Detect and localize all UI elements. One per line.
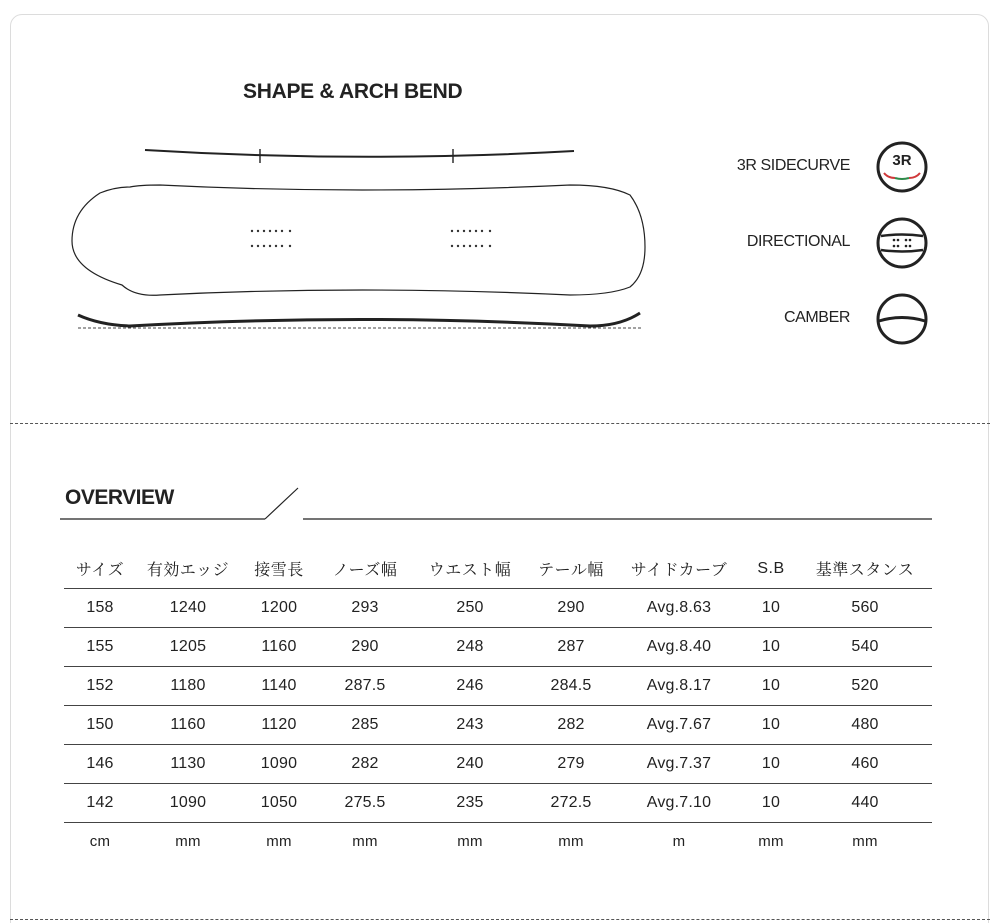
cell-stance: 460 bbox=[798, 744, 932, 783]
arch-line-top bbox=[145, 150, 574, 157]
cell-contact-length: 1050 bbox=[240, 783, 318, 822]
camber-profile bbox=[78, 313, 640, 326]
unit-cell: mm bbox=[852, 833, 878, 851]
table-row bbox=[64, 627, 932, 666]
cell-setback: 10 bbox=[744, 783, 798, 822]
cell-sidecurve: Avg.8.63 bbox=[614, 588, 744, 627]
cell-setback: 10 bbox=[744, 627, 798, 666]
cell-effective-edge: 1130 bbox=[136, 744, 240, 783]
spec-header-row bbox=[64, 550, 932, 588]
cell-effective-edge: 1240 bbox=[136, 588, 240, 627]
board-outline bbox=[72, 185, 645, 295]
cell-setback: 10 bbox=[744, 705, 798, 744]
cell-size: 152 bbox=[64, 666, 136, 705]
cell-waist-width: 248 bbox=[412, 627, 528, 666]
cell-size: 150 bbox=[64, 705, 136, 744]
cell-stance: 440 bbox=[798, 783, 932, 822]
cell-effective-edge: 1180 bbox=[136, 666, 240, 705]
cell-sidecurve: Avg.7.67 bbox=[614, 705, 744, 744]
board-shape-illustration bbox=[60, 135, 660, 345]
cell-size: 146 bbox=[64, 744, 136, 783]
unit-cell: mm bbox=[457, 833, 483, 851]
cell-waist-width: 246 bbox=[412, 666, 528, 705]
cell-size: 155 bbox=[64, 627, 136, 666]
cell-nose-width: 285 bbox=[318, 705, 412, 744]
cell-nose-width: 293 bbox=[318, 588, 412, 627]
cell-nose-width: 275.5 bbox=[318, 783, 412, 822]
camber-icon bbox=[875, 292, 929, 346]
units-row bbox=[64, 822, 932, 861]
unit-cell: m bbox=[672, 833, 686, 851]
overview-title: OVERVIEW bbox=[65, 486, 174, 509]
cell-contact-length: 1120 bbox=[240, 705, 318, 744]
cell-effective-edge: 1205 bbox=[136, 627, 240, 666]
cell-waist-width: 243 bbox=[412, 705, 528, 744]
cell-size: 142 bbox=[64, 783, 136, 822]
col-header: サイズ bbox=[64, 550, 136, 588]
unit-cell: mm bbox=[266, 833, 292, 851]
col-header: ウエスト幅 bbox=[412, 550, 528, 588]
directional-icon bbox=[875, 216, 929, 270]
feature-label-camber: CAMBER bbox=[783, 309, 850, 326]
bottom-divider bbox=[10, 919, 990, 920]
cell-size: 158 bbox=[64, 588, 136, 627]
cell-waist-width: 235 bbox=[412, 783, 528, 822]
col-header: ノーズ幅 bbox=[318, 550, 412, 588]
svg-text:3R: 3R bbox=[892, 152, 912, 169]
cell-setback: 10 bbox=[744, 744, 798, 783]
cell-tail-width: 287 bbox=[528, 627, 614, 666]
cell-nose-width: 290 bbox=[318, 627, 412, 666]
cell-contact-length: 1200 bbox=[240, 588, 318, 627]
col-header: S.B bbox=[744, 550, 798, 588]
section-divider bbox=[10, 423, 990, 424]
col-header: テール幅 bbox=[528, 550, 614, 588]
col-header: 基準スタンス bbox=[798, 550, 932, 588]
cell-waist-width: 240 bbox=[412, 744, 528, 783]
cell-tail-width: 279 bbox=[528, 744, 614, 783]
cell-stance: 540 bbox=[798, 627, 932, 666]
feature-label-3r-sidecurve: 3R SIDECURVE bbox=[736, 157, 850, 174]
cell-stance: 520 bbox=[798, 666, 932, 705]
table-row bbox=[64, 783, 932, 822]
col-header: 接雪長 bbox=[240, 550, 318, 588]
cell-sidecurve: Avg.8.17 bbox=[614, 666, 744, 705]
col-header: サイドカーブ bbox=[614, 550, 744, 588]
unit-cell: mm bbox=[558, 833, 584, 851]
overview-underline bbox=[60, 485, 935, 525]
table-row bbox=[64, 705, 932, 744]
feature-label-directional: DIRECTIONAL bbox=[746, 233, 850, 250]
unit-cell: mm bbox=[175, 833, 201, 851]
cell-tail-width: 290 bbox=[528, 588, 614, 627]
table-row bbox=[64, 744, 932, 783]
cell-waist-width: 250 bbox=[412, 588, 528, 627]
cell-stance: 480 bbox=[798, 705, 932, 744]
cell-setback: 10 bbox=[744, 666, 798, 705]
unit-cell: mm bbox=[352, 833, 378, 851]
col-header: 有効エッジ bbox=[136, 550, 240, 588]
cell-contact-length: 1090 bbox=[240, 744, 318, 783]
table-row bbox=[64, 588, 932, 627]
cell-sidecurve: Avg.7.37 bbox=[614, 744, 744, 783]
cell-nose-width: 282 bbox=[318, 744, 412, 783]
cell-effective-edge: 1160 bbox=[136, 705, 240, 744]
3r-sidecurve-icon bbox=[875, 140, 929, 194]
cell-tail-width: 284.5 bbox=[528, 666, 614, 705]
table-row bbox=[64, 666, 932, 705]
cell-tail-width: 272.5 bbox=[528, 783, 614, 822]
cell-effective-edge: 1090 bbox=[136, 783, 240, 822]
cell-contact-length: 1160 bbox=[240, 627, 318, 666]
cell-contact-length: 1140 bbox=[240, 666, 318, 705]
cell-sidecurve: Avg.8.40 bbox=[614, 627, 744, 666]
cell-tail-width: 282 bbox=[528, 705, 614, 744]
cell-setback: 10 bbox=[744, 588, 798, 627]
spec-table bbox=[64, 550, 932, 861]
unit-cell: mm bbox=[758, 833, 784, 851]
shape-section-title: SHAPE & ARCH BEND bbox=[243, 80, 463, 103]
cell-stance: 560 bbox=[798, 588, 932, 627]
cell-sidecurve: Avg.7.10 bbox=[614, 783, 744, 822]
unit-cell: cm bbox=[89, 833, 111, 851]
cell-nose-width: 287.5 bbox=[318, 666, 412, 705]
